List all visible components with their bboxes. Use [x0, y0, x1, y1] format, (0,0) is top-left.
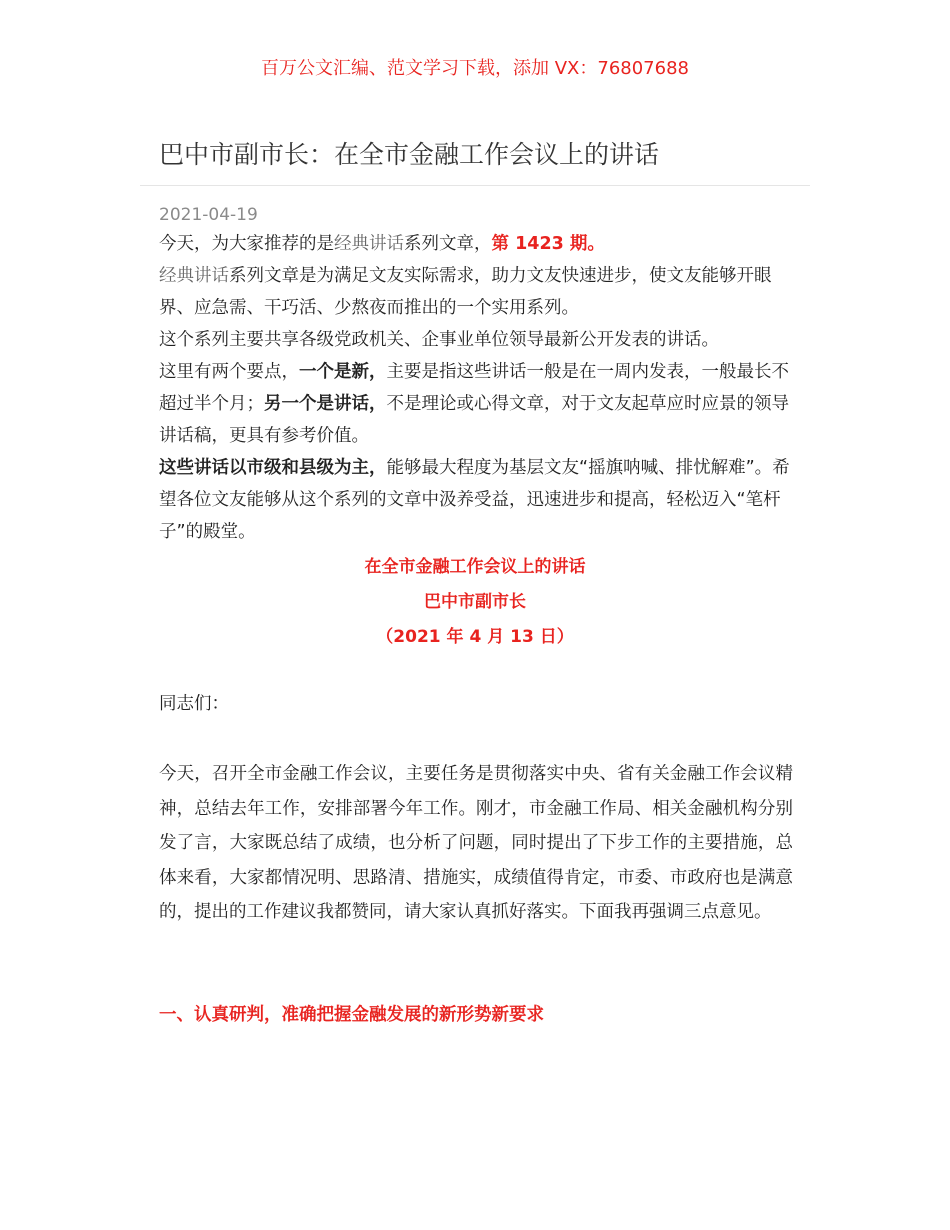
intro-text: 系列文章是为满足文友实际需求，助力文友快速进步，使文友能够开眼界、应急需、干巧活、少熬夜而推出的一个实用系列。	[159, 266, 772, 318]
intro-paragraph-5	[159, 452, 793, 548]
speech-greeting: 同志们：	[159, 694, 229, 714]
speech-title: 在全市金融工作会议上的讲话	[364, 557, 586, 577]
intro-paragraph-2	[159, 260, 793, 324]
intro-paragraph-4	[159, 356, 793, 452]
intro-text: 系列文章，	[404, 234, 492, 254]
promo-banner: 百万公文汇编、范文学习下载，添加 VX：76807688	[261, 58, 689, 79]
speech-header	[0, 550, 950, 655]
intro-text: 主要是指这些讲话一般是在一周内发表，一般最长不超过半个月；	[159, 362, 789, 414]
emphasis-text: 这些讲话以市级和县级为主，	[159, 458, 387, 478]
intro-text: 能够最大程度为基层文友“摇旗呐喊、排忧解难”。希望各位文友能够从这个系列的文章中汲养受益，迅速进步和提高，轻松迈入“笔杆子”的殿堂。	[159, 458, 790, 542]
emphasis-text: 另一个是讲话，	[264, 394, 387, 414]
intro-text: 这里有两个要点，	[159, 362, 299, 382]
series-name: 经典讲话	[334, 234, 404, 254]
title-divider	[140, 185, 810, 186]
article-title: 巴中市副市长：在全市金融工作会议上的讲话	[159, 140, 660, 169]
intro-paragraph-1	[159, 228, 793, 260]
intro-paragraph-3: 这个系列主要共享各级党政机关、企事业单位领导最新公开发表的讲话。	[159, 330, 719, 350]
issue-number: 第 1423 期。	[491, 234, 605, 254]
speech-paragraph: 今天，召开全市金融工作会议，主要任务是贯彻落实中央、省有关金融工作会议精神，总结去年工作，安排部署今年工作。刚才，市金融工作局、相关金融机构分别发了言，大家既总结了成绩，也分析了问题，同时提出了下步工作的主要措施，总体来看，大家都情况明、思路清、措施实，成绩值得肯定，市委、市政府也是满意的，提出的工作建议我都赞同，请大家认真抓好落实。下面我再强调三点意见。	[159, 764, 793, 923]
speech-speaker: 巴中市副市长	[424, 592, 526, 612]
intro-text: 今天，为大家推荐的是	[159, 234, 334, 254]
publish-date: 2021-04-19	[159, 205, 258, 225]
intro-text: 不是理论或心得文章，对于文友起草应时应景的领导讲话稿，更具有参考价值。	[159, 394, 789, 446]
section-heading: 一、认真研判，准确把握金融发展的新形势新要求	[159, 1005, 544, 1025]
series-name: 经典讲话	[159, 266, 229, 286]
series-intro	[159, 228, 793, 548]
emphasis-text: 一个是新，	[299, 362, 387, 382]
speech-date: （2021 年 4 月 13 日）	[376, 627, 574, 647]
